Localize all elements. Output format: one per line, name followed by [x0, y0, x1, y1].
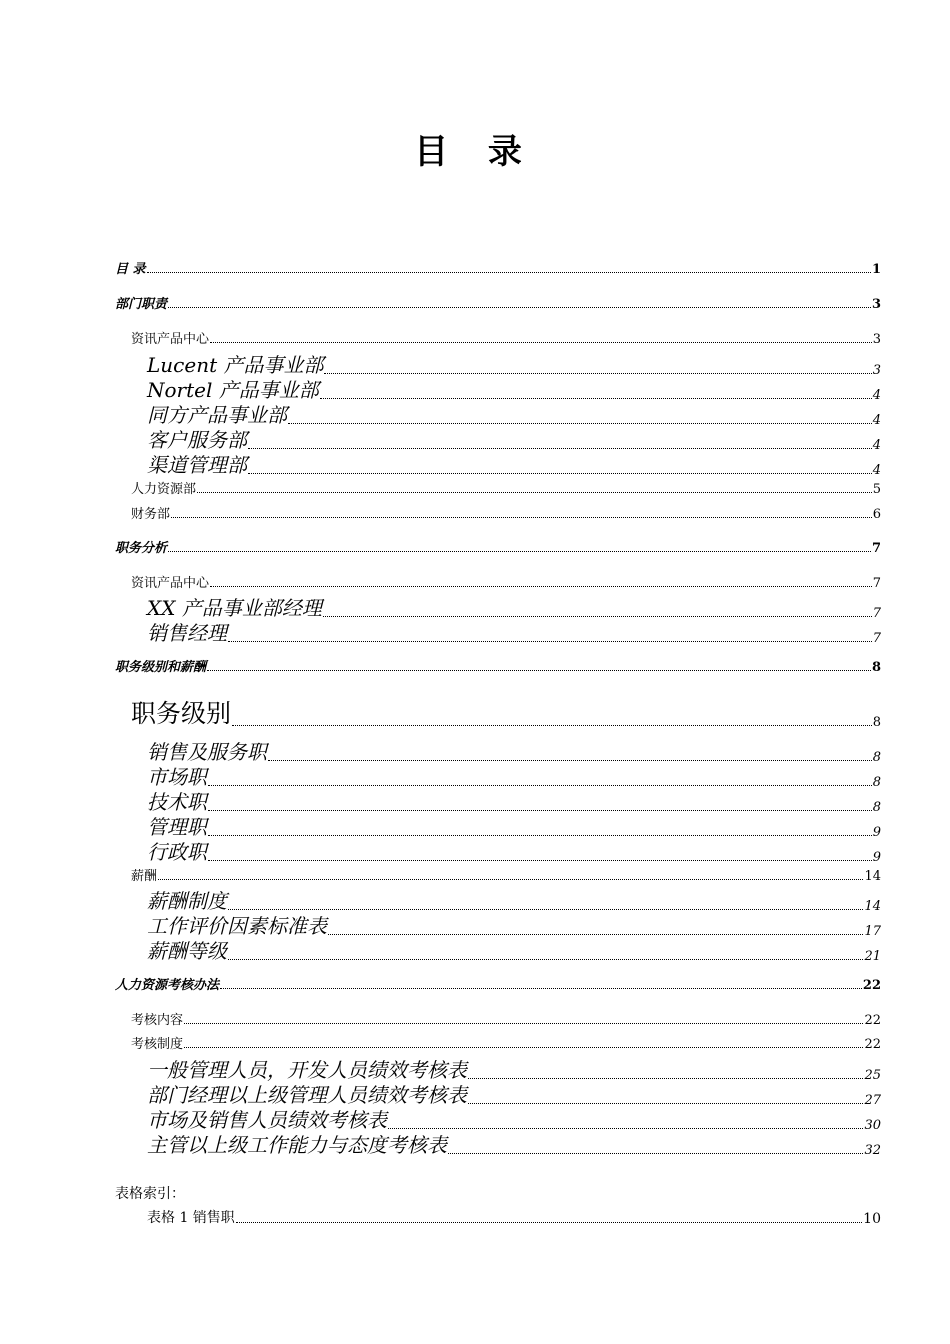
toc-entry-text: 职务分析 — [115, 541, 168, 556]
toc-entry[interactable] — [0, 328, 950, 347]
toc-entry[interactable] — [0, 537, 950, 556]
toc-entry[interactable] — [0, 865, 950, 884]
toc-entry[interactable] — [0, 1033, 950, 1052]
toc-entry-text: 市场职 — [147, 765, 207, 789]
toc-entry-text: XX 产品事业部经理 — [147, 596, 322, 620]
toc-entry-text: 薪酬 — [131, 869, 158, 884]
toc-entry-text: 同方产品事业部 — [147, 403, 287, 427]
toc-entry-text: 人力资源考核办法 — [115, 978, 220, 993]
toc-entry-text: 管理职 — [147, 815, 207, 839]
toc-leader — [147, 272, 871, 273]
toc-entry-text: 考核制度 — [131, 1037, 184, 1052]
toc-page-number: 30 — [864, 1118, 881, 1133]
table-index-page-number: 10 — [863, 1211, 881, 1227]
toc-leader — [184, 1047, 863, 1048]
toc-leader — [207, 670, 871, 671]
toc-leader — [248, 473, 872, 474]
table-index-entry-text: 表格 1 销售职 — [147, 1210, 235, 1226]
toc-entry-text: 渠道管理部 — [147, 453, 247, 477]
toc-entry[interactable] — [0, 974, 950, 993]
toc-entry[interactable] — [0, 1129, 950, 1158]
toc-entry[interactable] — [0, 478, 950, 497]
toc-entry-text: 一般管理人员，开发人员绩效考核表 — [147, 1058, 467, 1082]
toc-entry-text: 行政职 — [147, 840, 207, 864]
toc-leader — [220, 988, 862, 989]
toc-leader — [184, 1023, 863, 1024]
toc-page-number: 22 — [864, 1013, 881, 1028]
toc-entry[interactable] — [0, 293, 950, 312]
toc-page-number: 8 — [872, 750, 881, 765]
toc-entry-text: 薪酬等级 — [147, 939, 227, 963]
toc-entry-text: Lucent 产品事业部 — [147, 353, 324, 377]
toc-entry-text: 职务级别和薪酬 — [115, 660, 207, 675]
toc-entry[interactable] — [0, 836, 950, 865]
toc-page-number: 3 — [872, 363, 881, 378]
toc-entry-text: 销售经理 — [147, 621, 227, 645]
toc-entry-text: 目 录 — [115, 262, 146, 277]
toc-entry-text: 资讯产品中心 — [131, 576, 210, 591]
toc-leader — [208, 860, 872, 861]
toc-page-number: 21 — [864, 949, 881, 964]
toc-page-number: 14 — [864, 869, 881, 884]
toc-page-number: 22 — [862, 978, 881, 993]
toc-entry-text: 部门经理以上级管理人员绩效考核表 — [147, 1083, 467, 1107]
toc-page-number: 8 — [871, 660, 881, 675]
toc-entry-text: 市场及销售人员绩效考核表 — [147, 1108, 387, 1132]
toc-leader — [236, 1222, 862, 1223]
toc-page-number: 7 — [871, 541, 881, 556]
toc-leader — [171, 517, 872, 518]
toc-entry-text: 主管以上级工作能力与态度考核表 — [147, 1133, 447, 1157]
toc-entry[interactable] — [0, 572, 950, 591]
toc-entry-text: 技术职 — [147, 790, 207, 814]
toc-page-number: 5 — [872, 482, 881, 497]
toc-page-number: 4 — [872, 388, 881, 403]
toc-leader — [210, 586, 872, 587]
toc-entry[interactable] — [0, 694, 950, 730]
toc-page-number: 4 — [872, 463, 881, 478]
toc-entry-text: 客户服务部 — [147, 428, 247, 452]
toc-entry[interactable] — [0, 935, 950, 964]
toc-leader — [210, 342, 872, 343]
toc-leader — [228, 641, 872, 642]
toc-page-number: 1 — [871, 262, 881, 277]
toc-page-number: 7 — [872, 631, 881, 646]
toc-page-number: 25 — [864, 1068, 881, 1083]
toc-leader — [232, 725, 872, 726]
toc-entry[interactable] — [0, 449, 950, 478]
toc-page-number: 27 — [864, 1093, 881, 1108]
toc-page-number: 8 — [872, 715, 881, 730]
toc-leader — [158, 879, 863, 880]
toc-entry-text: Nortel 产品事业部 — [147, 378, 319, 402]
toc-page-number: 22 — [864, 1037, 881, 1052]
toc-entry-text: 工作评价因素标准表 — [147, 914, 327, 938]
toc-page-number: 8 — [872, 775, 881, 790]
toc-page-number: 6 — [872, 507, 881, 522]
toc-entry-text: 财务部 — [131, 507, 171, 522]
toc-entry-text: 职务级别 — [131, 699, 232, 728]
toc-page-number: 14 — [864, 899, 881, 914]
toc-leader — [197, 492, 872, 493]
toc-entry-text: 考核内容 — [131, 1013, 184, 1028]
toc-leader — [228, 959, 863, 960]
toc-leader — [168, 551, 871, 552]
toc-page-number: 32 — [864, 1143, 881, 1158]
table-index-heading: 表格索引： — [115, 1186, 185, 1202]
toc-page-number: 4 — [872, 438, 881, 453]
toc-entry-text: 销售及服务职 — [147, 740, 267, 764]
toc-entry-text: 薪酬制度 — [147, 889, 227, 913]
table-index-entry[interactable] — [0, 1207, 950, 1227]
toc-entry[interactable] — [0, 258, 950, 277]
toc-entry[interactable] — [0, 656, 950, 675]
toc-page-number: 3 — [871, 297, 881, 312]
toc-entry-text: 资讯产品中心 — [131, 332, 210, 347]
toc-page-number: 9 — [872, 825, 881, 840]
toc-entry[interactable] — [0, 1009, 950, 1028]
toc-entry[interactable] — [0, 617, 950, 646]
toc-entry-text: 人力资源部 — [131, 482, 197, 497]
toc-page-number: 8 — [872, 800, 881, 815]
toc-page-number: 3 — [872, 332, 881, 347]
page-title: 目 录 — [414, 132, 536, 172]
toc-entry-text: 部门职责 — [115, 297, 168, 312]
toc-leader — [448, 1153, 863, 1154]
toc-page-number: 4 — [872, 413, 881, 428]
toc-leader — [168, 307, 871, 308]
toc-page-number: 7 — [872, 576, 881, 591]
toc-page-number: 7 — [872, 606, 881, 621]
toc-page-number: 17 — [864, 924, 881, 939]
toc-entry[interactable] — [0, 503, 950, 522]
toc-page-number: 9 — [872, 850, 881, 865]
